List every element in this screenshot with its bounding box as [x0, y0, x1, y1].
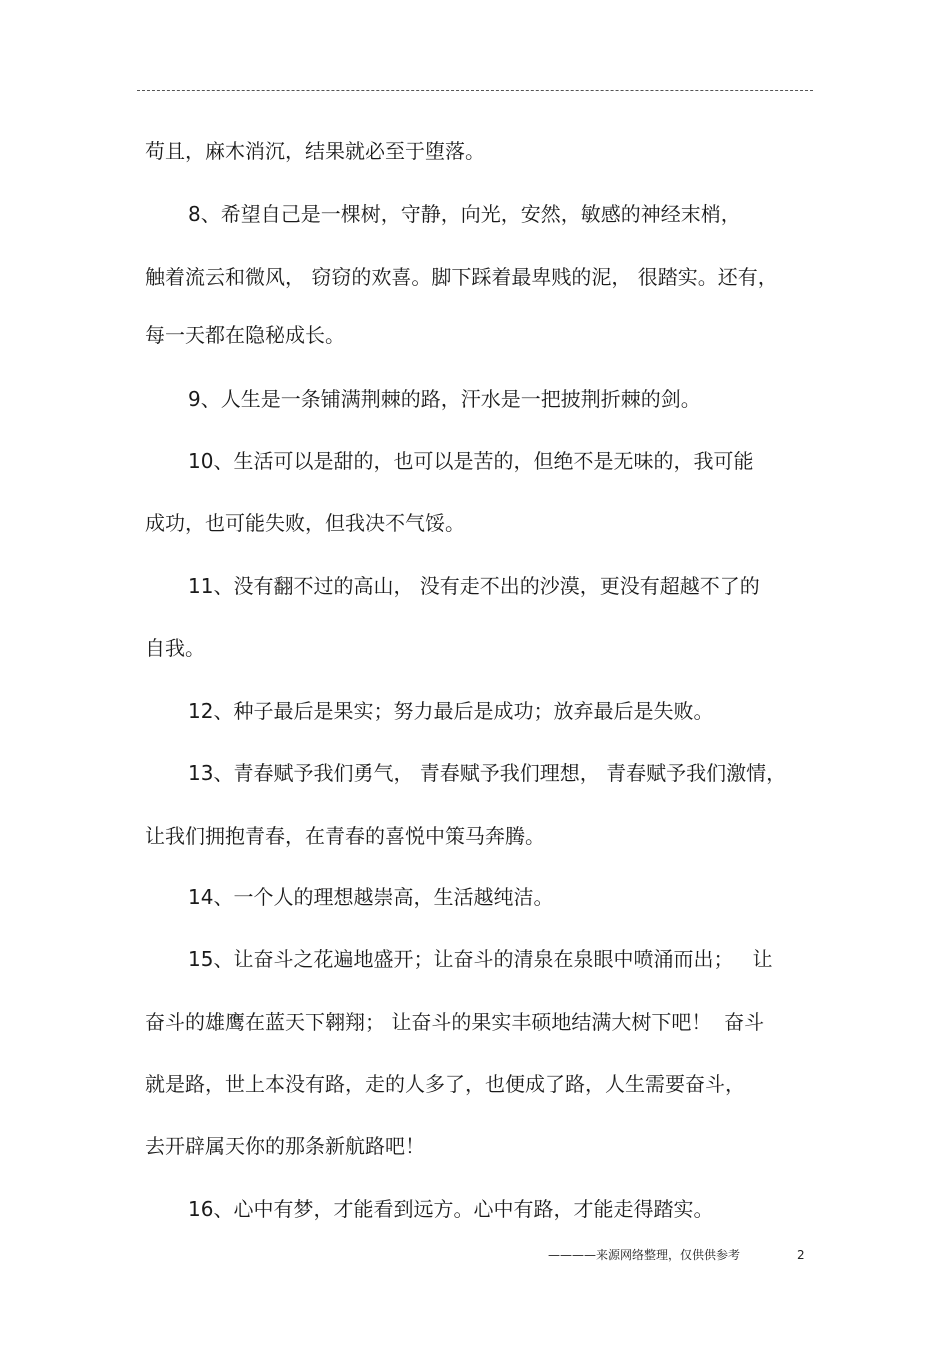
footer-page-number: 2 — [797, 1248, 805, 1262]
text-line-15: 奋斗的雄鹰在蓝天下翱翔； 让奋斗的果实丰硕地结满大树下吧！ 奋斗 — [145, 1010, 765, 1034]
text-line-9: 自我。 — [145, 636, 205, 660]
footer-source-note: ————来源网络整理，仅供供参考 — [548, 1248, 741, 1262]
text-line-10: 12、种子最后是果实；努力最后是成功；放弃最后是失败。 — [188, 699, 714, 723]
text-line-12: 让我们拥抱青春，在青春的喜悦中策马奔腾。 — [145, 824, 545, 848]
text-line-14: 15、让奋斗之花遍地盛开；让奋斗的清泉在泉眼中喷涌而出； 让 — [188, 947, 773, 971]
header-dashed-rule — [137, 90, 813, 91]
text-line-18: 16、心中有梦，才能看到远方。心中有路，才能走得踏实。 — [188, 1197, 714, 1221]
text-line-13: 14、一个人的理想越崇高，生活越纯洁。 — [188, 885, 554, 909]
text-line-6: 10、生活可以是甜的，也可以是苦的，但绝不是无味的，我可能 — [188, 449, 754, 473]
text-line-17: 去开辟属天你的那条新航路吧！ — [145, 1134, 425, 1158]
text-line-8: 11、没有翻不过的高山， 没有走不出的沙漠，更没有超越不了的 — [188, 574, 760, 598]
text-line-5: 9、人生是一条铺满荆棘的路，汗水是一把披荆折棘的剑。 — [188, 387, 701, 411]
text-line-4: 每一天都在隐秘成长。 — [145, 323, 345, 347]
text-line-1: 苟且，麻木消沉，结果就必至于堕落。 — [145, 139, 485, 163]
text-line-7: 成功，也可能失败，但我决不气馁。 — [145, 511, 465, 535]
text-line-2: 8、希望自己是一棵树，守静，向光，安然，敏感的神经末梢， — [188, 202, 741, 226]
text-line-11: 13、青春赋予我们勇气， 青春赋予我们理想， 青春赋予我们激情， — [188, 761, 787, 785]
text-line-16: 就是路，世上本没有路，走的人多了，也便成了路，人生需要奋斗， — [145, 1072, 745, 1096]
text-line-3: 触着流云和微风， 窃窃的欢喜。脚下踩着最卑贱的泥， 很踏实。还有， — [145, 265, 778, 289]
